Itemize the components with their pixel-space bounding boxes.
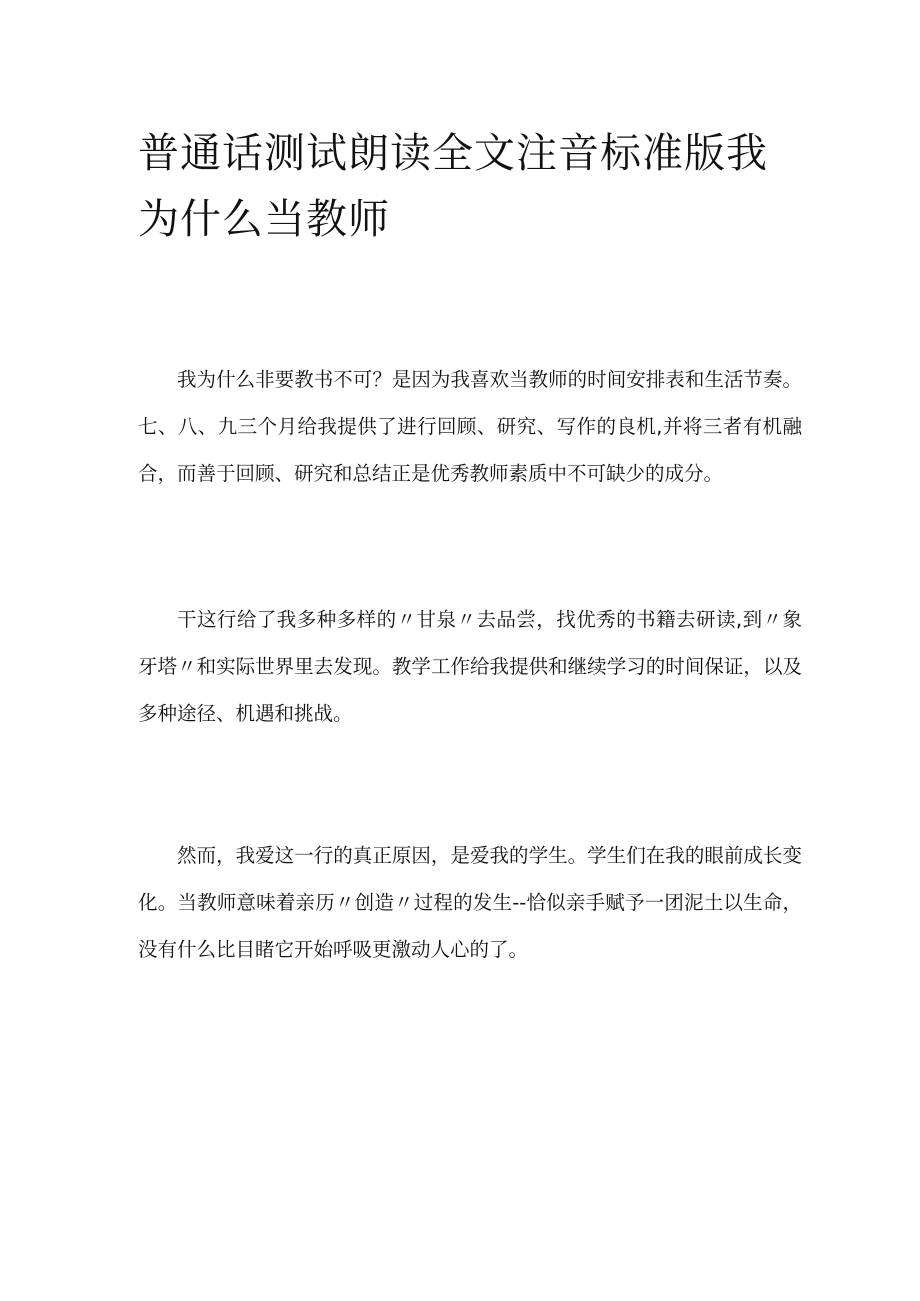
paragraph-2: 干这行给了我多种多样的〃甘泉〃去品尝，找优秀的书籍去研读,到〃象牙塔〃和实际世界里去发现。教学工作给我提供和继续学习的时间保证，以及多种途径、机遇和挑战。 xyxy=(138,608,802,725)
paragraph-1: 我为什么非要教书不可？是因为我喜欢当教师的时间安排表和生活节奏。七、八、九三个月给我提供了进行回顾、研究、写作的良机,并将三者有机融合，而善于回顾、研究和总结正是优秀教师素质中不可缺少的成分。 xyxy=(138,368,802,485)
paragraph-3: 然而，我爱这一行的真正原因，是爱我的学生。学生们在我的眼前成长变化。当教师意味着亲历〃创造〃过程的发生--恰似亲手赋予一团泥土以生命，没有什么比目睹它开始呼吸更激动人心的了。 xyxy=(138,844,802,961)
document-title: 普通话测试朗读全文注音标准版我为什么当教师 xyxy=(138,129,768,243)
